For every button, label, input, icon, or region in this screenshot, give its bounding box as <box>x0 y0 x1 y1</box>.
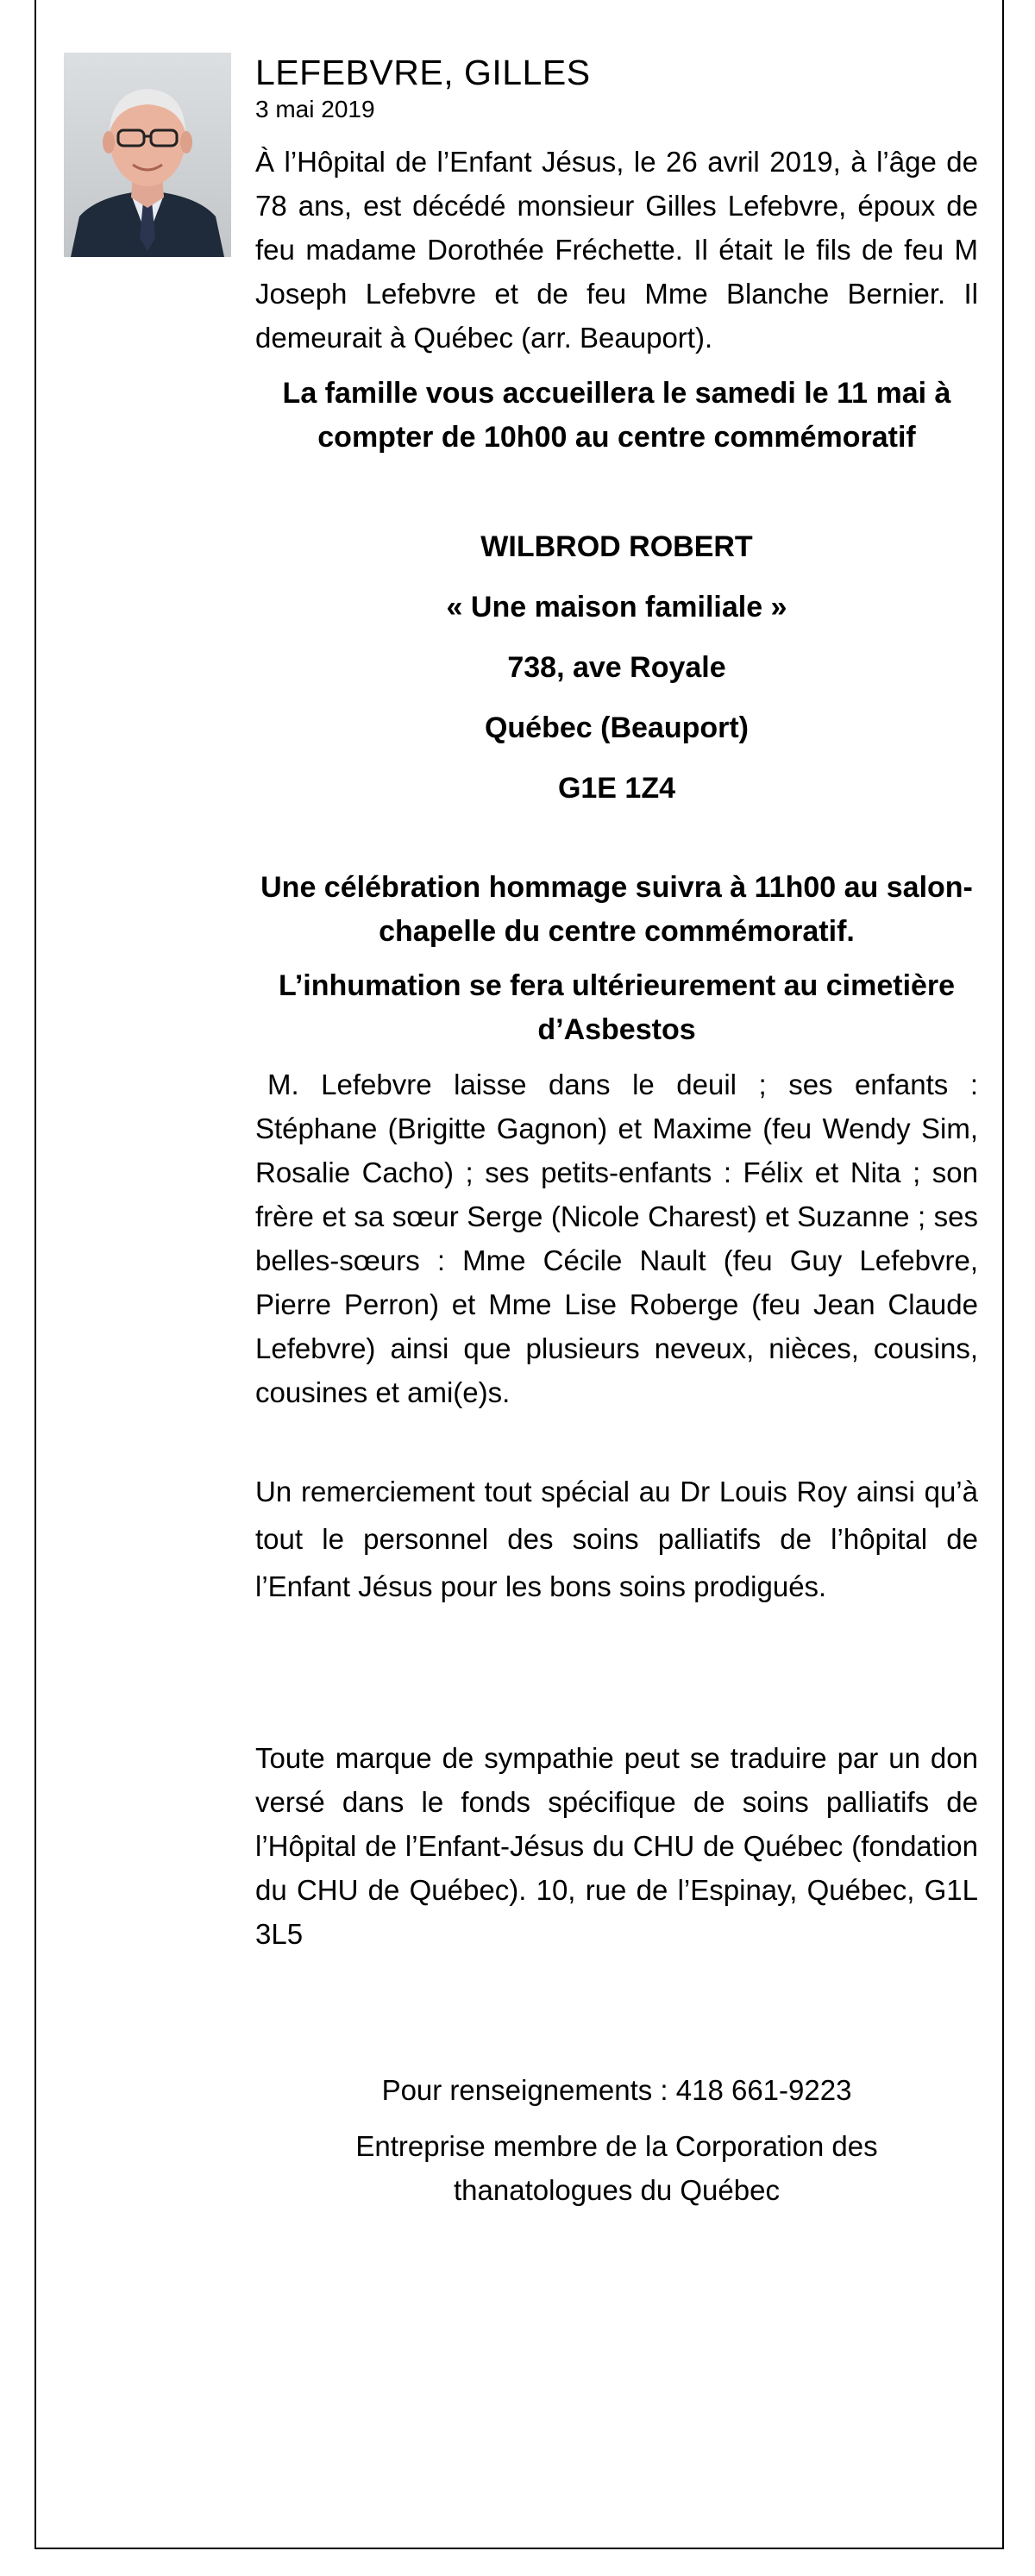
survivors-paragraph: M. Lefebvre laisse dans le deuil ; ses enfants : Stéphane (Brigitte Gagnon) et Maxime (feu Wendy Sim, Rosalie Cacho) ; ses petits-enfants : Félix et Nita ; son frère et sa sœur Serge (Nicole Charest) et Suzanne ; ses belles-sœurs : Mme Cécile Nault (feu Guy Lefebvre, Pierre Perron) et Mme Lise Roberge (feu Jean Claude Lefebvre) ainsi que plusieurs neveux, nièces, cousins, cousines et ami(e)s. <box>255 1069 978 1408</box>
ceremony-info: Une célébration hommage suivra à 11h00 au salon-chapelle du centre commémoratif. <box>260 871 973 948</box>
address-line-1: WILBROD ROBERT <box>480 530 753 563</box>
deceased-name: LEFEBVRE, GILLES <box>255 53 591 92</box>
funeral-home-address <box>255 517 978 818</box>
visitation-info: La famille vous accueillera le samedi le 11 mai à compter de 10h00 au centre commémoratif <box>282 377 951 454</box>
address-line-4: Québec (Beauport) <box>484 711 750 744</box>
burial-info: L’inhumation se fera ultérieurement au cimetière d’Asbestos <box>278 969 956 1046</box>
intro-paragraph: À l’Hôpital de l’Enfant Jésus, le 26 avril 2019, à l’âge de 78 ans, est décédé monsieur Gilles Lefebvre, époux de feu madame Dorothée Fréchette. Il était le fils de feu M Joseph Lefebvre et de feu Mme Blanche Bernier. Il demeurait à Québec (arr. Beauport). <box>255 146 978 354</box>
address-line-3: 738, ave Royale <box>507 651 726 684</box>
notice-date: 3 mai 2019 <box>255 96 375 122</box>
portrait-illustration <box>64 53 231 257</box>
donations-paragraph: Toute marque de sympathie peut se traduire par un don versé dans le fonds spécifique de soins palliatifs de l’Hôpital de l’Enfant-Jésus du CHU de Québec (fondation du CHU de Québec). 10, rue de l’Espinay, Québec, G1L 3L5 <box>255 1742 978 1950</box>
membership-info: Entreprise membre de la Corporation des thanatologues du Québec <box>355 2130 878 2206</box>
portrait-photo <box>64 53 231 257</box>
thanks-paragraph: Un remerciement tout spécial au Dr Louis Roy ainsi qu’à tout le personnel des soins palliatifs de l’hôpital de l’Enfant Jésus pour les bons soins prodigués. <box>255 1476 978 1602</box>
contact-info: Pour renseignements : 418 661-9223 <box>381 2074 852 2106</box>
address-line-5: G1E 1Z4 <box>557 772 676 805</box>
notice-content <box>255 52 978 2212</box>
address-line-2: « Une maison familiale » <box>446 591 787 624</box>
